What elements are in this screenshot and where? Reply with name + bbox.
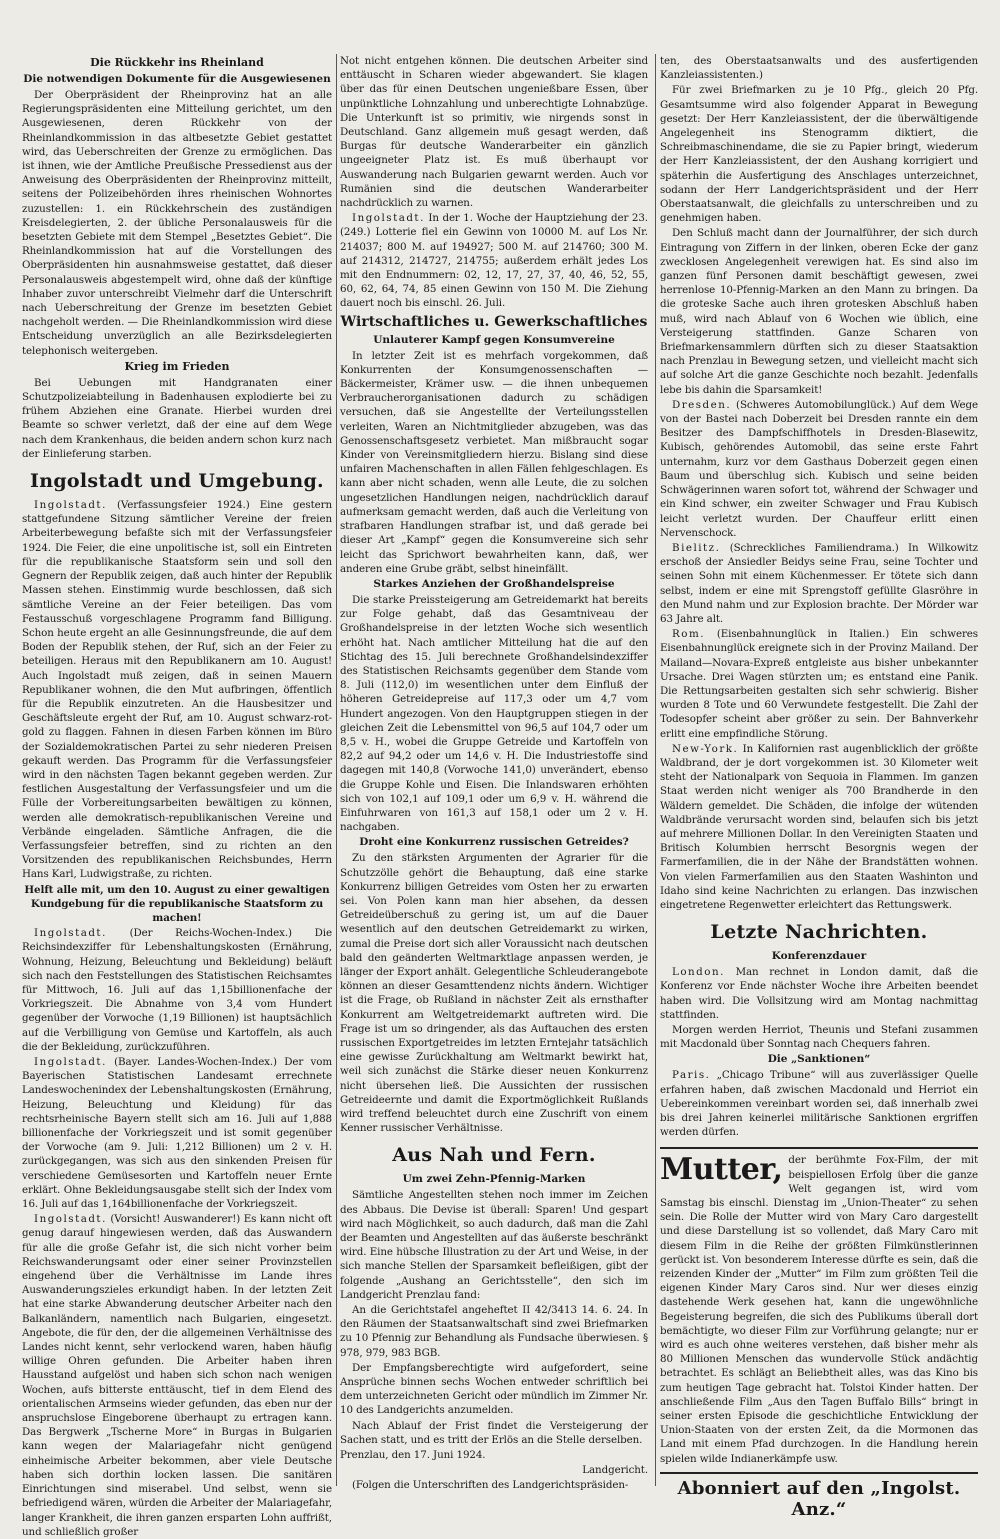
- paragraph-text: (Vorsicht! Auswanderer!) Es kann nicht oft genug darauf hingewiesen werden, daß das Auswandern für alle die große Gefahr ist, die sich nicht vorher beim Reichswanderungsamt oder einer seiner Provinzstellen eingehend über die Verhältnisse im Lande ihres Auswanderungszieles erkundigt haben. In der letzten Zeit hat eine starke Abwanderung deutscher Arbeiter nach den Balkanländern, namentlich nach Bulgarien, eingesetzt. Angebote, die für den, der die allgemeinen Verhältnisse des Landes nicht kennt, sehr verlockend waren, haben häufig willige Ohren gefunden. Die Arbeiter haben ihren Hausstand aufgelöst und haben sich schon nach wenigen Wochen, aufs bitterste enttäuscht, tief in dem Elend des orientalischen Armseins wieder gefunden, das eben nur der anspruchslose Eingeborene überhaupt zu ertragen kann. Das Bergwerk „Tscherne More“ in Burgas in Bulgarien kann wegen der Malariagefahr nicht genügend einheimische Arbeiter bekommen, aber viele Deutsche haben sich dorthin locken lassen. Die sanitären Einrichtungen sind miserabel. Und selbst, wenn sie befriedigend wären, würden die Arbeiter der Malariagefahr, langer Krankheit, die ihren ganzen ersparten Lohn auffrißt, und schließlich großer: [22, 1213, 332, 1538]
- article-title: Unlauterer Kampf gegen Konsumvereine: [373, 333, 615, 346]
- dateline: Ingolstadt.: [34, 1056, 107, 1068]
- article-paragraph: In letzter Zeit ist es mehrfach vorgekommen, daß Konkurrenten der Konsumgenossenschaften — Bäckermeister, Krämer usw. — die ihnen unbequemen Verbraucherorganisationen dadurch zu schädigen versuchen, daß sie Angestellte der Verteilungsstellen verleiten, Waren an Nichtmitglieder abzugeben, was das Genossenschaftsgesetz verbietet. Man mißbraucht sogar Kinder von Vereinsmitgliedern hierzu. Bislang sind diese unfairen Machenschaften in allen Fällen fehlgeschlagen. Es kann aber nicht schaden, wenn alle Leute, die zu solchen ungesetzlichen Handlungen neigen, nachdrücklich darauf aufmerksam gemacht werden, daß auch die Verleitung von strafbaren Handlungen strafbar ist, und daß gerade bei dieser Art „Kampf“ gegen die Konsumvereine sich sehr leicht das Sprichwort bewahrheiten kann, daß, wer anderen eine Grube gräbt, selbst hineinfällt.: [340, 349, 648, 575]
- paragraph-text: (Schreckliches Familiendrama.) In Wilkowitz erschoß der Ansiedler Beidys seine Frau, seine Tochter und seinen Sohn mit einem Küchenmesser. Er tötete sich dann selbst, indem er eine mit Sprengstoff gefüllte Glasröhre in den Mund nahm und zur Explosion brachte. Der Mörder war 63 Jahre alt.: [660, 541, 978, 625]
- article-title: Krieg im Frieden: [124, 359, 230, 373]
- section-title: Letzte Nachrichten.: [710, 921, 928, 944]
- signature-org: Landgericht.: [582, 1464, 648, 1477]
- ad-headline: Mutter,: [660, 1152, 783, 1188]
- dateline: Paris.: [672, 1069, 711, 1082]
- article-paragraph: Zu den stärksten Argumenten der Agrarier für die Schutzzölle gehört die Behauptung, daß eine starke Konkurrenz billigen Getreides vom Osten her zu erwarten sei. Von Polen kann man hier absehen, da dessen Getreideüberschuß zu gering ist, um auf die Dauer wesentlich auf den deutschen Getreidemarkt zu wirken, zumal die Preise dort sich aller Voraussicht nach deutschen bald den geänderten Weltmarktlage anpassen werden, je länger der Export anhält. Gelegentliche Schleuderangebote können an dieser Gesamttendenz nichts ändern. Wichtiger ist die Frage, ob Rußland in nächster Zeit als ernsthafter Konkurrent am Weltgetreidemarkt auftreten wird. Die Frage ist um so dringender, als das Auftauchen des ersten russischen Exportgetreides im letzten Erntejahr tatsächlich eine gewisse Zurückhaltung am Weltmarkt bewirkt hat, weil sich zunächst die Stärke dieser neuen Konkurrenz nicht übersehen ließ. Die Aussichten der russischen Getreideernte und damit die Exportmöglichkeit Rußlands wird treffend beleuchtet durch eine Zuschrift von einem Kenner russischer Verhältnisse.: [340, 852, 648, 1135]
- article-paragraph: Den Schluß macht dann der Journalführer, der sich durch Eintragung von Ziffern in der linken, oberen Ecke der ganz zwecklosen Angelegenheit verewigen hat. Es sind also im ganzen fünf Personen damit beschäftigt gewesen, zwei herrenlose 10-Pfennig-Marken an den Mann zu bringen. Da die groteske Sache auch ihren grotesken Abschluß haben muß, wird nach Ablauf von 6 Wochen wie üblich, eine Versteigerung stattfinden. Ganze Scharen von Briefmarkensammlern dürften sich zu dieser Staatsaktion nach Prenzlau in Bewegung setzen, und vielleicht macht sich auf solche Art die ganze Geschichte noch bezahlt. Jedenfalls lebe bis dahin die Sparsamkeit!: [660, 227, 978, 396]
- dateline: New-York.: [672, 742, 739, 755]
- article-paragraph: [660, 742, 978, 912]
- dateline: Ingolstadt.: [34, 1213, 107, 1226]
- article-title: Droht eine Konkurrenz russischen Getreides?: [359, 836, 629, 849]
- article-paragraph: [22, 926, 332, 1054]
- article-paragraph: Nach Ablauf der Frist findet die Versteigerung der Sachen statt, und es tritt der Erlös an die Stelle derselben.: [340, 1419, 648, 1446]
- article-paragraph: [22, 498, 332, 881]
- article-paragraph: [660, 541, 978, 626]
- article-paragraph: [660, 398, 978, 540]
- article-paragraph: [22, 1055, 332, 1211]
- article-title: Die Rückkehr ins Rheinland: [90, 56, 264, 69]
- paragraph-text: In Kalifornien rast augenblicklich der größte Waldbrand, der je dort vorgekommen ist. 30 Kilometer weit steht der Nationalpark von Sequoia in Flammen. Im ganzen Staat werden nicht weniger als 700 Brandherde in den Wäldern gemeldet. Die Schäden, die infolge der wütenden Waldbrände verursacht worden sind, belaufen sich bis jetzt auf mehrere Millionen Dollar. In den Vereinigten Staaten und Britisch Kolumbien herrscht Besorgnis wegen der Farmerfamilien, die in der Nähe der Brandstätten wohnen. Von vielen Farmerfamilien aus den Staaten Washinton und Idaho sind keine Nachrichten zu erlangen. Das inzwischen eingetretene Regenwetter erleichtert das Rettungswerk.: [660, 742, 978, 911]
- subscription-slogan: Abonniert auf den „Ingolst. Anz.“: [660, 1472, 978, 1520]
- dateline: Dresden.: [672, 398, 732, 411]
- article-paragraph: ten, des Oberstaatsanwalts und des ausfertigenden Kanzleiassistenten.): [660, 55, 978, 82]
- dateline: London.: [672, 966, 725, 979]
- article-title: Um zwei Zehn-Pfennig-Marken: [402, 1173, 586, 1186]
- paragraph-text: (Verfassungsfeier 1924.) Eine gestern stattgefundene Sitzung sämtlicher Vereine der freien Arbeiterbewegung befaßte sich mit der Verfassungsfeier 1924. Die Feier, die eine unpolitische ist, soll ein Eintreten für die republikanische Staatsform sein und soll den Gegnern der Republik zeigen, daß auch hinter der Republik Massen stehen. Einstimmig wurde beschlossen, daß sich sämtliche Vereine an der Feier beteiligen. Das vom Festausschuß vorgeschlagene Programm fand Billigung. Schon heute ergeht an alle Gesinnungsfreunde, die auf dem Boden der Republik stehen, der Ruf, sich an der Feier zu beteiligen. Heraus mit den Republikanern am 10. August! Auch Ingolstadt muß zeigen, daß in seinen Mauern Republikaner wohnen, die den Mut aufbringen, öffentlich für die Republik einzutreten. An die Hausbesitzer und Geschäftsleute ergeht der Ruf, am 10. August schwarz-rot-gold zu flaggen. Fahnen in diesen Farben können im Büro der Sozialdemokratischen Partei zu sehr niederen Preisen gekauft werden. Das Programm für die Verfassungsfeier wird in den nächsten Tagen bekannt gegeben werden. Zur festlichen Ausgestaltung der Verfassungsfeier und um die Fülle der Vorbereitungsarbeiten bewältigen zu können, werden alle demokratisch-republikanischen Vereine und Verbände eingeladen. Sämtliche Anfragen, die die Verfassungsfeier betreffen, sind zu richten an den Vorsitzenden des republikanischen Reichsbundes, Herrn Hans Karl, Ludwigstraße, zu richten.: [22, 499, 332, 881]
- paragraph-text: (Eisenbahnunglück in Italien.) Ein schweres Eisenbahnunglück ereignete sich in der Provinz Mailand. Der Mailand—Novara-Expreß entgleiste aus bisher unbekannter Ursache. Drei Wagen stürzten um; es entstand eine Panik. Die Rettungsarbeiten gestalten sich sehr schwierig. Bisher wurden 8 Tote und 60 Verwundete festgestellt. Die Zahl der Todesopfer scheint aber größer zu sein. Der Bahnverkehr erlitt eine empfindliche Störung.: [660, 628, 978, 740]
- article-paragraph: [660, 965, 978, 1022]
- article-paragraph: Morgen werden Herriot, Theunis und Stefani zusammen mit Macdonald über Sonntag nach Chequers fahren.: [660, 1024, 978, 1051]
- paragraph-text: In der 1. Woche der Hauptziehung der 23. (249.) Lotterie fiel ein Gewinn von 10000 M. auf Los Nr. 214037; 800 M. auf 194927; 500 M. auf 214760; 300 M. auf 214312, 214727, 214755; außerdem erhält jedes Los mit den Endnummern: 02, 12, 17, 27, 37, 40, 46, 52, 55, 60, 62, 64, 74, 85 einen Gewinn von 150 M. Die Ziehung dauert noch bis einschl. 26. Juli.: [340, 212, 648, 310]
- dateline: Ingolstadt.: [34, 927, 107, 940]
- paragraph-text: „Chicago Tribune“ will aus zuverlässiger Quelle erfahren haben, daß zwischen Macdonald und Herriot ein Uebereinkommen vereinbart worden sei, daß innerhalb zwei bis drei Jahren keinerlei militärische Sanktionen ergriffen werden dürfen.: [660, 1069, 978, 1139]
- article-subtitle: Die notwendigen Dokumente für die Ausgewiesenen: [23, 73, 331, 85]
- article-paragraph: Für zwei Briefmarken zu je 10 Pfg., gleich 20 Pfg. Gesamtsumme wird also folgender Apparat in Bewegung gesetzt: Der Herr Kanzleiassistent, der die überwältigende Angelegenheit ins Stenogramm diktiert, die Schreibmaschinendame, die sie zu Papier bringt, wiederum der Herr Kanzleiassistent, der den Aushang korrigiert und späterhin die Ausfertigung des Anschlages unterzeichnet, sodann der Herr Landgerichtspräsident und der Herr Oberstaatsanwalt, die gleichfalls zu unterschreiben und zu genehmigen haben.: [660, 84, 978, 225]
- column-rule: [655, 54, 656, 1486]
- article-paragraph: [660, 627, 978, 741]
- article-title: Konferenzdauer: [771, 950, 867, 963]
- article-paragraph: [660, 1068, 978, 1139]
- article-paragraph: Die starke Preissteigerung am Getreidemarkt hat bereits zur Folge gehabt, daß das Gesamtniveau der Großhandelspreise in der letzten Woche sich wesentlich erhöht hat. Nach amtlicher Mitteilung hat die auf den Stichtag des 15. Juli berechnete Großhandelsindexziffer des Statistischen Reichsamts gegenüber dem Stande vom 8. Juli (112,0) im wesentlichen unter dem Einfluß der höheren Getreidepreise auf 117,3 oder um 4,7 vom Hundert angezogen. Von den Hauptgruppen stiegen in der gleichen Zeit die Lebensmittel von 96,5 auf 104,7 oder um 8,5 v. H., wobei die Gruppe Getreide und Kartoffeln von 82,2 auf 94,2 oder um 14,6 v. H. Die Industriestoffe sind dagegen mit 140,8 (Vorwoche 141,0) unverändert, ebenso die Gruppe Kohle und Eisen. Die Inlandswaren erhöhten sich von 102,1 auf 109,1 oder um 6,9 v. H. während die Einfuhrwaren von 161,3 auf 158,1 oder um 2 v. H. nachgaben.: [340, 593, 648, 834]
- paragraph-text: (Bayer. Landes-Wochen-Index.) Der vom Bayerischen Statistischen Landesamt errechnete Landeswochenindex der Lebenshaltungskosten (Ernährung, Heizung, Beleuchtung und Kleidung) für das rechtsrheinische Bayern stellt sich am 16. Juli auf 1,888 billionenfache der Vorkriegszeit und ist somit gegenüber der Vorwoche (am 9. Juli: 1,212 Billionen) um 2 v. H. zurückgegangen, was sich aus den sinkenden Preisen für verschiedene Gemüsesorten und Kartoffeln neuer Ernte erklärt. Ohne Bekleidungsausgabe stellt sich der Index vom 16. Juli auf das 1,164billionenfache der Vorkriegszeit.: [22, 1056, 332, 1211]
- paragraph-text: Man rechnet in London damit, daß die Konferenz vor Ende nächster Woche ihre Arbeiten beendet haben wird. Die Vollsitzung wird am Montag nachmittag stattfinden.: [660, 966, 978, 1021]
- film-advertisement: [660, 1147, 978, 1465]
- article-paragraph: (Folgen die Unterschriften des Landgerichtspräsiden-: [352, 1479, 629, 1492]
- article-title: Die „Sanktionen“: [767, 1053, 871, 1066]
- ad-text: der berühmte Fox-Film, der mit beispiellosen Erfolg über die ganze Welt gegangen ist, wird vom Samstag bis einschl. Dienstag im „Union-Theater“ zu sehen sein. Die Rolle der Mutter wird von Mary Caro dargestellt und diese Darstellung ist so vollendet, daß Mary Caro mit diesem Film in die Reihe der größten Filmkünstlerinnen gerückt ist. Von besonderem Interesse dürfte es sein, daß die reizenden Kinder der „Mutter“ im Film zum größten Teil die eigenen Kinder Mary Caros sind. Nur wer dieses einzig dastehende Werk gesehen hat, kann die ungewöhnliche Begeisterung begreifen, die sich des Publikums überall dort bemächtigte, wo dieser Film zur Vorführung gelangte; nur er wird es auch ohne weiteres verstehen, daß bisher mehr als 80 Millionen Menschen das wundervolle Stück andächtig betrachtet. Es schlägt an Beliebtheit alles, was das Kino bis zum heutigen Tage gebracht hat. Tolstoi Kinder hatten. Der anschließende Film „Aus den Tagen Buffalo Bills“ bringt in seiner ersten Episode die geschichtliche Entwicklung der Union-Staaten von der ersten Zeit, da die Mormonen das Land mit einem Pfad durchzogen. In die Handlung herein spielen wilde Indianerkämpfe usw.: [660, 1154, 978, 1465]
- appeal-text: Helft alle mit, um den 10. August zu einer gewaltigen Kundgebung für die republikanische Staatsform zu machen!: [24, 883, 330, 924]
- article-paragraph: [340, 211, 648, 310]
- dateline: Rom.: [672, 628, 705, 641]
- article-title: Starkes Anziehen der Großhandelspreise: [373, 577, 615, 590]
- column-left: [22, 54, 332, 1538]
- paragraph-text: (Schweres Automobilunglück.) Auf dem Wege von der Bastei nach Doberzeit bei Dresden rannte ein dem Besitzer des Dampfschiffhotels in Dresden-Blasewitz, Kubisch, gehörendes Automobil, das seine erste Fahrt unternahm, kurz vor dem Gasthaus Doberzeit gegen einen Baum und überschlug sich. Kubisch und seine beiden Schwägerinnen waren sofort tot, während der Schwager und ein Kind schwer, ein zweiter Schwager und Frau Kubisch leicht verletzt wurden. Der Chauffeur erlitt einen Nervenschock.: [660, 398, 978, 539]
- column-middle: [340, 54, 648, 1492]
- signature-place: Prenzlau, den 17. Juni 1924.: [340, 1449, 486, 1462]
- article-paragraph: Bei Uebungen mit Handgranaten einer Schutzpolizeiabteilung in Badenhausen explodierte bei zu frühem Abziehen eine Granate. Hierbei wurden drei Beamte so schwer verletzt, daß der eine auf dem Wege nach dem Krankenhaus, die beiden andern schon kurz nach der Einlieferung starben.: [22, 376, 332, 460]
- dateline: Ingolstadt.: [34, 499, 107, 512]
- dateline: Ingolstadt.: [352, 212, 425, 225]
- article-paragraph: Der Oberpräsident der Rheinprovinz hat an alle Regierungspräsidenten eine Mitteilung gerichtet, um den Ausgewiesenen, deren Rückkehr von der Rheinlandkommission in das altbesetzte Gebiet gestattet wird, das Ueberschreiten der Grenze zu ermöglichen. Das ist ihnen, wie der Amtliche Preußische Pressedienst aus der Anweisung des Oberpräsidenten der Rheinprovinz mitteilt, seitens der Polizeibehörden ihres rheinischen Wohnortes zuzustellen: 1. ein Rückkehrschein des zuständigen Kreisdelegierten, 2. der übliche Personalausweis für die besetzten Gebiete mit dem Stempel „Besetztes Gebiet“. Die Rheinlandkommission hat auf die Vorstellungen des Oberpräsidenten hin ausnahmsweise gestattet, daß dieser Personalausweis abgestempelt wird, ohne daß der künftige Inhaber zuvor unterschreibt Vielmehr darf die Unterschrift nach Ueberschreitung der Grenze im besetzten Gebiet nachgeholt werden. — Die Rheinlandkommission wird diese Entscheidung unverzüglich an alle Bezirksdelegierten telephonisch weitergeben.: [22, 89, 332, 357]
- section-title: Wirtschaftliches u. Gewerkschaftliches: [340, 313, 648, 330]
- paragraph-text: (Der Reichs-Wochen-Index.) Die Reichsindexziffer für Lebenshaltungskosten (Ernährung, Wohnung, Heizung, Beleuchtung und Bekleidung) beläuft sich nach den Feststellungen des Statistischen Reichsamtes für Mittwoch, 16. Juli auf das 1,15billionenfache der Vorkriegszeit. Die Abnahme von 3,4 vom Hundert gegenüber der Vorwoche (1,19 Billionen) ist hauptsächlich auf die Verbilligung von Gemüse und Kartoffeln, als auch die der Bekleidung, zurückzuführen.: [22, 927, 332, 1053]
- article-paragraph: An die Gerichtstafel angeheftet II 42/3413 14. 6. 24. In den Räumen der Staatsanwaltschaft sind zwei Briefmarken zu 10 Pfennig zur Behandlung als Fundsache überwiesen. § 978, 979, 983 BGB.: [340, 1304, 648, 1359]
- column-right: [660, 54, 978, 1520]
- section-title: Ingolstadt und Umgebung.: [30, 470, 324, 493]
- dateline: Bielitz.: [672, 541, 721, 554]
- section-title: Aus Nah und Fern.: [392, 1144, 596, 1167]
- article-paragraph: Der Empfangsberechtigte wird aufgefordert, seine Ansprüche binnen sechs Wochen entweder schriftlich bei dem unterzeichneten Gericht oder mündlich im Zimmer Nr. 10 des Landgerichts anzumelden.: [340, 1361, 648, 1417]
- article-paragraph: Not nicht entgehen können. Die deutschen Arbeiter sind enttäuscht in Scharen wieder abgewandert. Sie klagen über das für einen Deutschen ungenießbare Essen, über unpünktliche Lohnzahlung und unberechtigte Lohnabzüge. Die Unterkunft ist so primitiv, wie nirgends sonst in Deutschland. Ganz allgemein muß gesagt werden, daß Burgas für deutsche Wanderarbeiter ein gänzlich ungeeigneter Platz ist. Es muß überhaupt vor Auswanderung nach Bulgarien gewarnt werden. Auch vor Rumänien sind die deutschen Wanderarbeiter nachdrücklich zu warnen.: [340, 55, 648, 210]
- article-paragraph: [22, 1212, 332, 1539]
- column-rule: [336, 54, 337, 1486]
- article-paragraph: Sämtliche Angestellten stehen noch immer im Zeichen des Abbaus. Die Devise ist überall: Sparen! Und gespart wird nach Möglichkeit, so auch dadurch, daß man die Zahl der Beamten und Angestellten auf das äußerste beschränkt wird. Eine hübsche Illustration zu der Art und Weise, in der sich manche Stellen der Sparsamkeit befleißigen, gibt der folgende „Aushang an Gerichtsstelle“, den sich im Landgericht Prenzlau fand:: [340, 1189, 648, 1301]
